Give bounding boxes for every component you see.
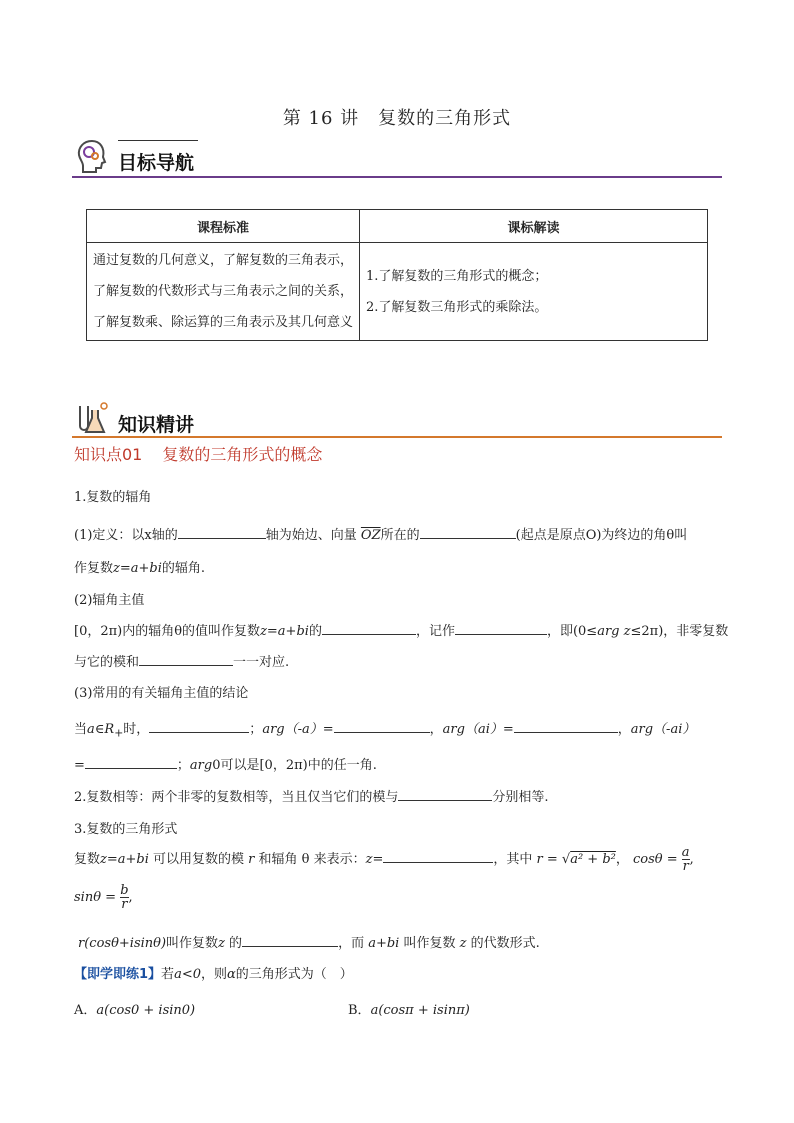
section-header-goals	[72, 138, 722, 176]
text: 和辐角 θ 来表示：	[254, 852, 366, 867]
text: =	[74, 758, 85, 773]
text: 叫作复数	[399, 936, 460, 951]
text: ，	[429, 722, 443, 737]
text: 的辐角.	[161, 561, 206, 576]
knowledge-point-heading	[74, 442, 342, 465]
fill-blank[interactable]	[242, 934, 338, 947]
option-letter: B．	[348, 1003, 371, 1018]
page-title: 第 16 讲 复数的三角形式	[282, 108, 512, 129]
exercise-question	[74, 963, 353, 982]
paragraph: 复数z=a+bi 可以用复数的模 r 和辐角 θ 来表示：z= ，其中 r = √a² + b²， cosθ = $\frac{a}{r}$ ,	[74, 845, 694, 874]
text: 叫作复数	[166, 936, 219, 951]
math: z=a+bi	[100, 852, 149, 867]
math: z=a+bi	[113, 561, 162, 576]
math: a<0	[174, 967, 201, 982]
math: arg	[189, 758, 213, 773]
section-header-knowledge	[72, 400, 722, 438]
option-text: a(cosπ + isinπ)	[370, 1003, 470, 1018]
table-cell-line: 1.了解复数的三角形式的概念；	[366, 268, 548, 284]
math: R	[104, 722, 115, 737]
text: 时，	[123, 722, 150, 737]
paragraph	[74, 754, 377, 773]
text: (1)定义：以x轴的	[74, 528, 178, 543]
math: a+bi	[368, 936, 400, 951]
text: ；	[176, 758, 190, 773]
kp-title: 复数的三角形式的概念	[162, 445, 323, 464]
math: r	[248, 852, 255, 867]
text: 所在的	[380, 528, 420, 543]
math: arg（ai）=	[442, 722, 514, 737]
paragraph	[78, 932, 540, 951]
math: a² + b²	[570, 852, 616, 867]
math: α	[227, 967, 236, 982]
paragraph: 3.复数的三角形式	[74, 822, 178, 837]
text: 的	[224, 936, 243, 951]
math: b	[120, 883, 129, 898]
math: a	[87, 722, 95, 737]
paragraph	[74, 557, 205, 576]
table-cell: 通过复数的几何意义，了解复数的三角表示，了解复数的代数形式与三角表示之间的关系，了解复数乘、除运算的三角表示及其几何意义	[87, 243, 360, 341]
math: z	[459, 936, 467, 951]
text: ≤2π)，非零复数	[630, 624, 729, 639]
math: sinθ =	[74, 890, 117, 905]
divider	[72, 176, 722, 178]
paragraph	[74, 718, 695, 740]
paragraph: 1.复数的辐角	[74, 490, 152, 505]
table-header: 课标解读	[360, 210, 708, 243]
text: (起点是原点O)为终边的角θ叫	[515, 528, 688, 543]
text: ，记作	[415, 624, 455, 639]
section-title: 知识精讲	[118, 414, 195, 436]
text: 作复数	[74, 561, 114, 576]
text: 的代数形式.	[466, 936, 540, 951]
math: r	[121, 897, 128, 912]
fill-blank[interactable]	[334, 720, 430, 733]
table-cell-line: 2.了解复数三角形式的乘除法。	[366, 299, 548, 315]
text: 的三角形式为（ ）	[235, 967, 353, 982]
text: 2.复数相等：两个非零的复数相等，当且仅当它们的模与	[74, 790, 399, 805]
standards-table	[86, 209, 708, 341]
header-accent-line	[118, 140, 198, 141]
text: [0，2π)内的辐角θ的值叫作复数	[74, 624, 261, 639]
sqrt-expression: √a² + b²	[561, 852, 616, 867]
math: z=a+bi	[260, 624, 309, 639]
text: ，	[615, 852, 629, 867]
text: ，则	[200, 967, 227, 982]
option-b[interactable]	[348, 999, 470, 1018]
math: z=	[365, 852, 384, 867]
text: ，即(0≤	[546, 624, 598, 639]
text: +	[114, 726, 124, 740]
text: 若	[161, 967, 175, 982]
paragraph: (2)辐角主值	[74, 593, 145, 608]
text: ，而	[338, 936, 369, 951]
text: 一一对应.	[233, 655, 290, 670]
text: ，	[617, 722, 631, 737]
text: ，其中	[493, 852, 533, 867]
option-text: a(cos0 + isin0)	[96, 1003, 196, 1018]
paragraph	[74, 651, 289, 670]
fill-blank[interactable]	[178, 526, 266, 539]
section-title: 目标导航	[118, 152, 195, 174]
head-gears-icon	[74, 138, 110, 174]
text: 的	[308, 624, 322, 639]
paragraph: (3)常用的有关辐角主值的结论	[74, 686, 249, 701]
fill-blank[interactable]	[85, 756, 177, 769]
math: cosθ =	[633, 852, 678, 867]
vector-oz: $\overline{OZ}$	[360, 528, 381, 543]
text: 当	[74, 722, 88, 737]
text: 0可以是[0，2π)中的任一角.	[212, 758, 377, 773]
option-a[interactable]	[74, 999, 195, 1018]
fill-blank[interactable]	[398, 788, 492, 801]
paragraph	[74, 786, 549, 805]
math: arg z	[597, 624, 631, 639]
math: z	[218, 936, 225, 951]
fill-blank[interactable]	[455, 622, 547, 635]
fill-blank[interactable]	[514, 720, 618, 733]
text: 轴为始边、向量	[265, 528, 357, 543]
exercise-label: 【即学即练1】	[74, 967, 162, 982]
math: r =	[536, 852, 558, 867]
fill-blank[interactable]	[383, 850, 493, 863]
text: 分别相等.	[492, 790, 549, 805]
fill-blank[interactable]	[322, 622, 416, 635]
fill-blank[interactable]	[149, 720, 249, 733]
text: 与它的模和	[74, 655, 140, 670]
paragraph	[74, 620, 728, 639]
math: r(cosθ+isinθ)	[78, 936, 167, 951]
fill-blank[interactable]	[139, 653, 233, 666]
table-header: 课程标准	[87, 210, 360, 243]
paragraph: sinθ = $\frac{b}{r}$ ,	[74, 883, 133, 912]
text: 复数	[74, 852, 101, 867]
text: ∈	[94, 722, 105, 737]
option-letter: A．	[74, 1003, 97, 1018]
table-cell	[360, 243, 708, 341]
math: r	[682, 859, 689, 874]
fraction	[682, 846, 690, 873]
lab-flask-icon	[74, 400, 110, 436]
math: a	[681, 845, 690, 860]
fill-blank[interactable]	[420, 526, 516, 539]
fraction	[120, 884, 128, 911]
text: 可以用复数的模	[148, 852, 249, 867]
paragraph	[74, 524, 687, 543]
math: arg（-a）=	[262, 722, 334, 737]
kp-number: 知识点01	[74, 445, 143, 464]
math: arg（-ai）	[630, 722, 696, 737]
text: ；	[249, 722, 263, 737]
divider	[72, 436, 722, 438]
